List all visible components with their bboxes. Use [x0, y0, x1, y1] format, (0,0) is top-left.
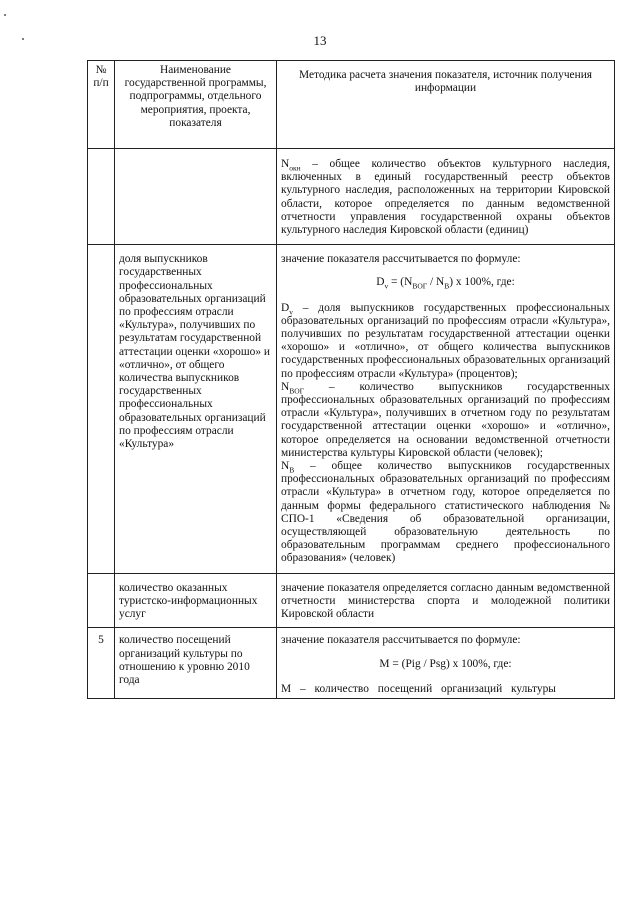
formula: M = (Pig / Psg) x 100%, где: — [379, 657, 512, 670]
row-number: 5 — [88, 628, 115, 699]
definition — [281, 460, 610, 570]
row-number — [88, 573, 115, 628]
definition-text: – общее количество объектов культурного наследия, включенных в единый государственный реестр объектов культурного наследия, расположенных на территории Кировской области, которое определяется по данным ведомственной отчетности управления государственной охраны объектов культурного наследия Кировской области (единиц) — [281, 158, 610, 237]
formula-intro: значение показателя рассчитывается по формуле: — [281, 253, 521, 266]
formula-part: / N — [427, 276, 445, 289]
row-name — [115, 149, 277, 245]
scan-speck — [4, 14, 6, 16]
formula-lhs-subscript: v — [384, 281, 389, 291]
symbol: N — [281, 460, 290, 473]
definition-text: – количество выпускников государственных профессиональных образовательных организаций по профессиям отрасли «Культура», получивших в отчетном году по результатам государственной аттестации оценки «хорошо» и «отлично», которое определяется на основании ведомственной отчетности министерства культуры Кировской области (человек); — [281, 380, 610, 459]
row-name: количество посещений организаций культуры по отношению к уровню 2010 года — [115, 628, 277, 699]
table-row — [88, 149, 615, 245]
symbol-subscript: v — [289, 306, 293, 316]
table-header-row — [88, 61, 615, 149]
scan-speck — [22, 38, 24, 40]
row-number — [88, 245, 115, 573]
formula-subscript: В — [444, 281, 450, 291]
table-row — [88, 245, 615, 573]
formula-subscript: ВОГ — [412, 281, 428, 291]
header-number: № п/п — [88, 61, 115, 149]
indicator-methodology-table — [87, 60, 615, 699]
symbol: N — [281, 380, 290, 393]
definition-text: – общее количество выпускников государственных профессиональных образовательных организаций по профессиям отрасли «Культура» в отчетном году, которое определяется по данным формы федерального статистического наблюдения № СПО-1 «Сведения об образовательной организации, осуществляющей образовательную деятельность по образовательным программам среднего профессионального образования» (человек) — [281, 460, 610, 565]
formula-lhs: D — [376, 276, 385, 289]
row-method — [277, 628, 615, 699]
row-number — [88, 149, 115, 245]
row-method — [277, 149, 615, 245]
definition-text: – доля выпускников государственных профессиональных образовательных организаций по профессиям отрасли «Культура», получивших по результатам государственной аттестации оценки «хорошо» и «отлично», от общего количества выпускников государственных профессиональных образовательных организаций по профессиям отрасли «Культура» (процентов); — [281, 301, 610, 380]
definition — [281, 302, 610, 381]
definition — [281, 381, 610, 460]
page-number: 13 — [313, 33, 327, 48]
symbol-subscript: В — [289, 465, 295, 475]
formula-intro: значение показателя рассчитывается по формуле: — [281, 634, 521, 647]
table-row — [88, 573, 615, 628]
table-row — [88, 628, 615, 699]
row-name: количество оказанных туристско-информационных услуг — [115, 573, 277, 628]
definition: M – количество посещений организаций культуры — [281, 682, 556, 695]
symbol-subscript: окн — [289, 163, 301, 173]
formula-part: ) x 100%, где: — [449, 276, 515, 289]
symbol-subscript: ВОГ — [289, 386, 304, 396]
row-method — [277, 245, 615, 573]
header-method: Методика расчета значения показателя, источник получения информации — [277, 61, 615, 149]
header-name: Наименование государственной программы, подпрограммы, отдельного мероприятия, проекта, показателя — [115, 61, 277, 149]
symbol: N — [281, 158, 290, 170]
formula-part: = (N — [388, 276, 413, 289]
row-method: значение показателя определяется согласно данным ведомственной отчетности министерства спорта и молодежной политики Кировской области — [277, 573, 615, 628]
row-name: доля выпускников государственных профессиональных образовательных организаций по профессиям отрасли «Культура», получивших по результатам государственной аттестации оценки «хорошо» и «отлично», от общего количества выпускников государственных профессиональных образовательных организаций по профессиям отрасли «Культура» — [115, 245, 277, 573]
symbol: D — [281, 301, 290, 314]
formula — [281, 276, 610, 289]
